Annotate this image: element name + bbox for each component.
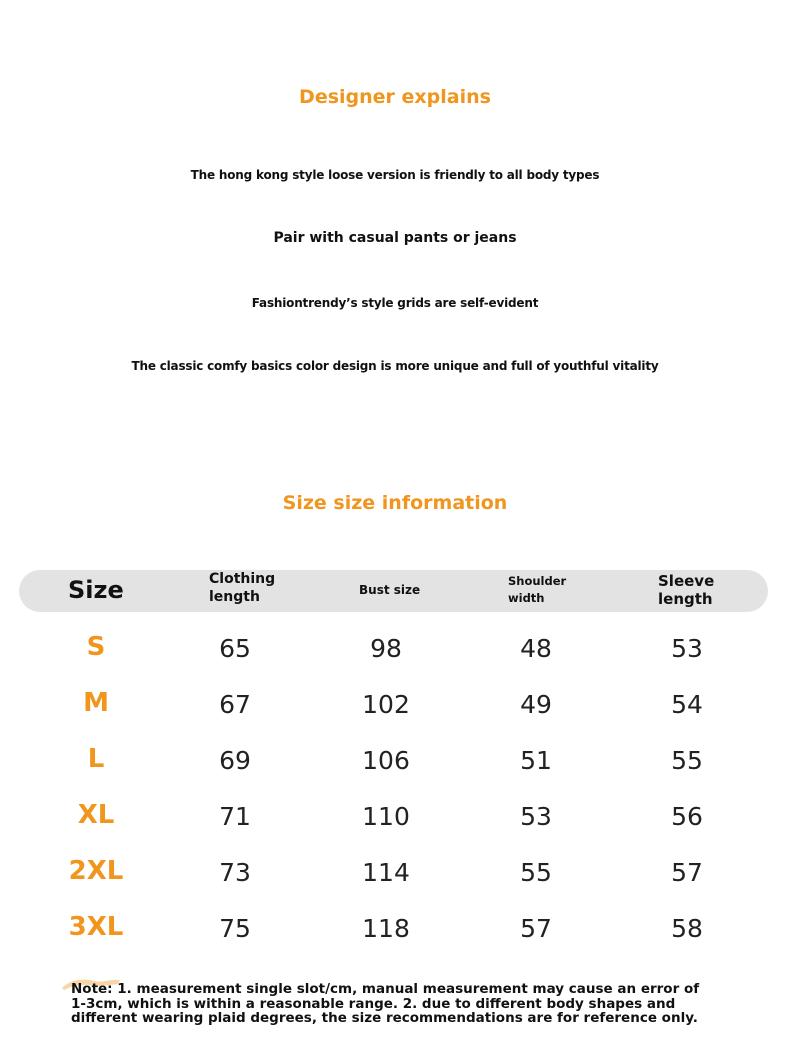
row-clothing-length: 67 (219, 690, 251, 719)
designer-heading: Designer explains (299, 86, 491, 108)
designer-line-4: The classic comfy basics color design is more unique and full of youthful vitality (131, 359, 659, 373)
note-line-3: different wearing plaid degrees, the size recommendations are for reference only. (71, 1010, 698, 1026)
row-sleeve: 58 (671, 914, 703, 943)
row-clothing-length: 73 (219, 858, 251, 887)
row-bust: 114 (362, 858, 410, 887)
header-size: Size (68, 576, 124, 604)
row-sleeve: 53 (671, 634, 703, 663)
row-shoulder: 51 (520, 746, 552, 775)
header-shoulder-width-line-2: width (508, 591, 545, 606)
header-sleeve-length (658, 572, 714, 608)
row-sleeve: 55 (671, 746, 703, 775)
row-bust: 110 (362, 802, 410, 831)
header-sleeve-length-line-2: length (658, 590, 713, 608)
row-shoulder: 48 (520, 634, 552, 663)
note-line-2: 1-3cm, which is within a reasonable range. 2. due to different body shapes and (71, 995, 676, 1012)
row-size: S (86, 632, 106, 662)
size-note (71, 982, 711, 1026)
size-table-header (19, 570, 768, 612)
header-clothing-length-line-1: Clothing (209, 571, 276, 587)
header-bust-size: Bust size (359, 583, 421, 597)
row-sleeve: 54 (671, 690, 703, 719)
size-info-heading: Size size information (282, 492, 508, 514)
header-clothing-length-line-2: length (209, 588, 260, 605)
row-size: M (83, 688, 109, 718)
row-bust: 102 (362, 690, 410, 719)
row-size: XL (77, 800, 115, 830)
row-clothing-length: 65 (219, 634, 251, 663)
header-shoulder-width (508, 573, 566, 608)
row-shoulder: 53 (520, 802, 552, 831)
row-clothing-length: 71 (219, 802, 251, 831)
row-clothing-length: 69 (219, 746, 251, 775)
designer-line-1: The hong kong style loose version is friendly to all body types (190, 168, 600, 182)
row-shoulder: 55 (520, 858, 552, 887)
row-bust: 118 (362, 914, 410, 943)
row-shoulder: 49 (520, 690, 552, 719)
row-bust: 98 (370, 634, 402, 663)
header-sleeve-length-line-1: Sleeve (658, 572, 715, 590)
row-sleeve: 56 (671, 802, 703, 831)
row-size: 2XL (68, 856, 124, 886)
note-line-1: Note: 1. measurement single slot/cm, manual measurement may cause an error of (71, 981, 700, 997)
header-shoulder-width-line-1: Shoulder (508, 574, 567, 588)
designer-line-2: Pair with casual pants or jeans (273, 230, 517, 246)
row-clothing-length: 75 (219, 914, 251, 943)
row-shoulder: 57 (520, 914, 552, 943)
row-sleeve: 57 (671, 858, 703, 887)
row-size: 3XL (68, 912, 124, 942)
designer-line-3: Fashiontrendy’s style grids are self-evident (251, 296, 539, 310)
header-clothing-length (209, 571, 275, 606)
row-bust: 106 (362, 746, 410, 775)
row-size: L (87, 744, 105, 774)
